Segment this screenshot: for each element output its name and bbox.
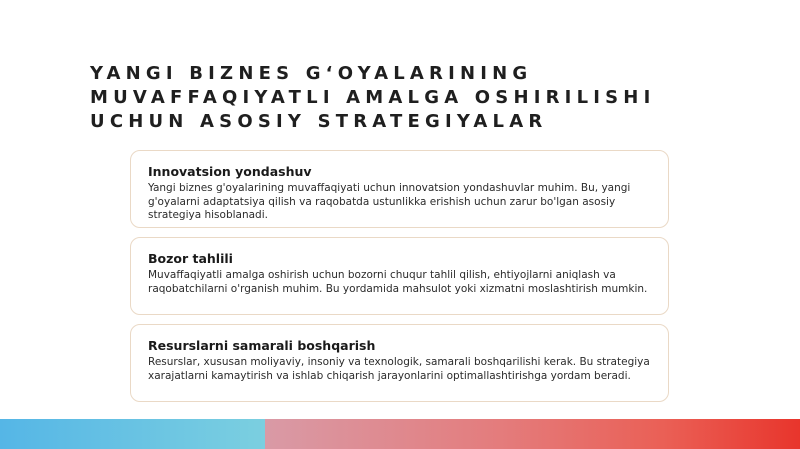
gradient-bar-cool-segment xyxy=(0,419,265,449)
gradient-bar-warm-segment xyxy=(265,419,800,449)
slide-title xyxy=(90,62,730,134)
strategy-card-innovation xyxy=(130,150,669,228)
strategy-card-market-analysis xyxy=(130,237,669,315)
decorative-gradient-bar xyxy=(0,419,800,449)
card-text: Muvaffaqiyatli amalga oshirish uchun bozorni chuqur tahlil qilish, ehtiyojlarni aniqlash va raqobatchilarni o'rganish muhim. Bu yordamida mahsulot yoki xizmatni moslashtirish mumkin. xyxy=(148,269,648,295)
card-text: Resurslar, xususan moliyaviy, insoniy va texnologik, samarali boshqarilishi kerak. Bu strategiya xarajatlarni kamaytirish va ishlab chiqarish jarayonlarini optimallashtirishga yordam beradi. xyxy=(148,356,650,382)
card-text: Yangi biznes g'oyalarining muvaffaqiyati uchun innovatsion yondashuvlar muhim. Bu, yangi g'oyalarni adaptatsiya qilish va raqobatda ustunlikka erishish uchun zarur bo'lgan asosiy strategiya hisoblanadi. xyxy=(148,182,631,221)
strategy-card-list xyxy=(130,150,669,411)
slide-title-line-2: MUVAFFAQIYATLI AMALGA OSHIRILISHI xyxy=(90,87,656,108)
card-title: Innovatsion yondashuv xyxy=(148,164,312,179)
slide-title-line-1: YANGI BIZNES G‘OYALARINING xyxy=(90,63,533,84)
card-title: Resurslarni samarali boshqarish xyxy=(148,338,376,353)
strategy-card-resource-management xyxy=(130,324,669,402)
card-title: Bozor tahlili xyxy=(148,251,233,266)
slide-title-line-3: UCHUN ASOSIY STRATEGIYALAR xyxy=(90,111,548,132)
